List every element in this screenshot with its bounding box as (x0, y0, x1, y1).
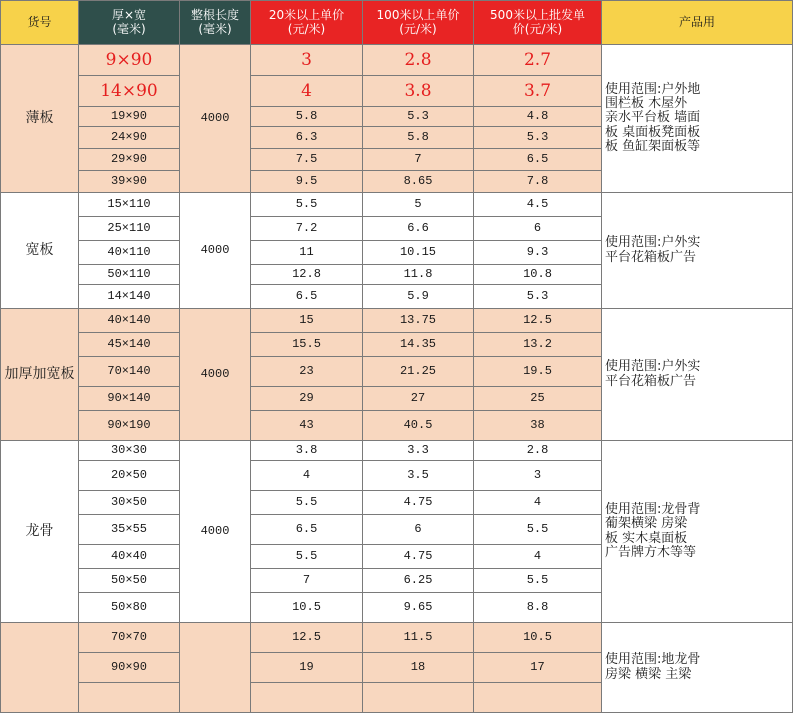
price-20-cell: 5.5 (251, 545, 363, 569)
price-100-cell: 13.75 (363, 309, 474, 333)
usage-line: 板 鱼缸架面板等 (605, 138, 701, 154)
category-cell: 加厚加宽板 (1, 309, 79, 441)
size-cell: 90×190 (79, 411, 180, 441)
size-cell: 70×140 (79, 357, 180, 387)
price-20-cell: 19 (251, 653, 363, 683)
size-cell (79, 683, 180, 713)
price-500-cell: 6.5 (474, 149, 602, 171)
price-100-cell: 10.15 (363, 241, 474, 265)
header-usage-text: 产品用 (678, 14, 715, 29)
size-cell: 90×140 (79, 387, 180, 411)
price-100-cell: 5.3 (363, 107, 474, 127)
price-100-cell: 27 (363, 387, 474, 411)
header-price-100 (363, 1, 474, 45)
usage-line: 使用范围:龙骨背 (605, 501, 701, 517)
price-500-cell: 4 (474, 545, 602, 569)
usage-cell (602, 193, 793, 309)
size-cell: 9×90 (79, 45, 180, 76)
length-cell (180, 623, 251, 713)
price-100-cell: 6.25 (363, 569, 474, 593)
usage-line: 使用范围:户外实 (605, 235, 701, 251)
price-100-cell: 3.5 (363, 461, 474, 491)
price-500-cell: 4.8 (474, 107, 602, 127)
price-100-cell: 9.65 (363, 593, 474, 623)
price-20-cell: 5.5 (251, 193, 363, 217)
size-cell: 30×30 (79, 441, 180, 461)
price-100-cell: 11.8 (363, 265, 474, 285)
usage-line: 使用范围:户外地 (605, 81, 701, 97)
table-row (1, 45, 793, 76)
size-cell: 50×110 (79, 265, 180, 285)
price-500-cell: 10.8 (474, 265, 602, 285)
price-20-cell: 9.5 (251, 171, 363, 193)
price-100-cell: 4.75 (363, 545, 474, 569)
header-code-text: 货号 (27, 14, 52, 29)
price-100-cell: 14.35 (363, 333, 474, 357)
price-500-cell: 12.5 (474, 309, 602, 333)
price-500-cell: 2.7 (474, 45, 602, 76)
price-500-cell: 5.5 (474, 515, 602, 545)
price-500-cell: 4 (474, 491, 602, 515)
usage-line: 围栏板 木屋外 (605, 96, 688, 112)
size-cell: 70×70 (79, 623, 180, 653)
category-cell (1, 623, 79, 713)
usage-line: 使用范围:地龙骨 (605, 652, 701, 668)
price-20-cell: 12.8 (251, 265, 363, 285)
category-cell: 宽板 (1, 193, 79, 309)
price-100-cell: 21.25 (363, 357, 474, 387)
price-20-cell: 15 (251, 309, 363, 333)
price-20-cell: 10.5 (251, 593, 363, 623)
size-cell: 29×90 (79, 149, 180, 171)
usage-line: 使用范围:户外实 (605, 359, 701, 375)
price-20-cell: 7.2 (251, 217, 363, 241)
size-cell: 45×140 (79, 333, 180, 357)
price-table-body (1, 45, 793, 713)
price-500-cell: 2.8 (474, 441, 602, 461)
size-cell: 40×110 (79, 241, 180, 265)
header-price-500 (474, 1, 602, 45)
price-100-cell: 5 (363, 193, 474, 217)
header-length (180, 1, 251, 45)
price-100-cell: 6 (363, 515, 474, 545)
header-price-20-text: 20米以上单价 (元/米) (268, 8, 345, 36)
header-price-500-text: 500米以上批发单 价(元/米) (490, 8, 585, 36)
price-20-cell: 6.3 (251, 127, 363, 149)
size-cell: 15×110 (79, 193, 180, 217)
price-500-cell: 38 (474, 411, 602, 441)
usage-cell (602, 309, 793, 441)
price-20-cell: 5.8 (251, 107, 363, 127)
header-size (79, 1, 180, 45)
size-cell: 20×50 (79, 461, 180, 491)
category-cell: 薄板 (1, 45, 79, 193)
size-cell: 19×90 (79, 107, 180, 127)
price-100-cell: 6.6 (363, 217, 474, 241)
price-100-cell: 8.65 (363, 171, 474, 193)
price-100-cell: 3.3 (363, 441, 474, 461)
price-20-cell: 29 (251, 387, 363, 411)
size-cell: 14×140 (79, 285, 180, 309)
price-100-cell: 5.9 (363, 285, 474, 309)
price-500-cell: 19.5 (474, 357, 602, 387)
length-cell: 4000 (180, 193, 251, 309)
price-20-cell: 5.5 (251, 491, 363, 515)
price-500-cell: 6 (474, 217, 602, 241)
usage-cell (602, 441, 793, 623)
table-row (1, 309, 793, 333)
price-500-cell: 5.3 (474, 285, 602, 309)
price-20-cell: 3.8 (251, 441, 363, 461)
header-length-text: 整根长度 (毫米) (190, 8, 239, 36)
price-500-cell (474, 683, 602, 713)
price-20-cell: 7.5 (251, 149, 363, 171)
price-500-cell: 5.3 (474, 127, 602, 149)
price-100-cell: 3.8 (363, 76, 474, 107)
usage-line: 平台花箱板广告 (605, 249, 697, 265)
price-20-cell: 3 (251, 45, 363, 76)
size-cell: 35×55 (79, 515, 180, 545)
size-cell: 39×90 (79, 171, 180, 193)
header-usage (602, 1, 793, 45)
price-500-cell: 5.5 (474, 569, 602, 593)
size-cell: 90×90 (79, 653, 180, 683)
category-cell: 龙骨 (1, 441, 79, 623)
price-20-cell: 7 (251, 569, 363, 593)
usage-line: 亲水平台板 墙面 (605, 110, 701, 126)
price-100-cell: 7 (363, 149, 474, 171)
price-100-cell: 4.75 (363, 491, 474, 515)
header-price-20 (251, 1, 363, 45)
price-500-cell: 3.7 (474, 76, 602, 107)
price-20-cell: 43 (251, 411, 363, 441)
price-20-cell: 11 (251, 241, 363, 265)
price-20-cell: 23 (251, 357, 363, 387)
size-cell: 40×140 (79, 309, 180, 333)
size-cell: 14×90 (79, 76, 180, 107)
usage-line: 葡架横梁 房梁 (605, 516, 688, 532)
price-20-cell: 4 (251, 76, 363, 107)
table-row (1, 623, 793, 653)
price-100-cell: 5.8 (363, 127, 474, 149)
header-size-text: 厚×宽 (毫米) (111, 8, 147, 36)
usage-line: 广告牌方木等等 (605, 544, 697, 560)
usage-cell (602, 623, 793, 713)
price-500-cell: 3 (474, 461, 602, 491)
price-500-cell: 8.8 (474, 593, 602, 623)
price-100-cell: 18 (363, 653, 474, 683)
header-price-100-text: 100米以上单价 (元/米) (376, 8, 460, 36)
price-500-cell: 10.5 (474, 623, 602, 653)
price-20-cell: 6.5 (251, 515, 363, 545)
price-20-cell: 15.5 (251, 333, 363, 357)
price-100-cell: 40.5 (363, 411, 474, 441)
table-row (1, 441, 793, 461)
table-row (1, 193, 793, 217)
length-cell: 4000 (180, 441, 251, 623)
price-500-cell: 13.2 (474, 333, 602, 357)
length-cell: 4000 (180, 309, 251, 441)
size-cell: 50×50 (79, 569, 180, 593)
price-100-cell: 2.8 (363, 45, 474, 76)
size-cell: 24×90 (79, 127, 180, 149)
price-500-cell: 9.3 (474, 241, 602, 265)
price-500-cell: 25 (474, 387, 602, 411)
usage-line: 板 实木桌面板 (605, 530, 688, 546)
size-cell: 50×80 (79, 593, 180, 623)
price-100-cell (363, 683, 474, 713)
price-500-cell: 17 (474, 653, 602, 683)
price-20-cell (251, 683, 363, 713)
price-500-cell: 7.8 (474, 171, 602, 193)
length-cell: 4000 (180, 45, 251, 193)
price-20-cell: 12.5 (251, 623, 363, 653)
usage-cell (602, 45, 793, 193)
price-100-cell: 11.5 (363, 623, 474, 653)
usage-line: 板 桌面板凳面板 (605, 124, 701, 140)
price-20-cell: 6.5 (251, 285, 363, 309)
header-code (1, 1, 79, 45)
price-500-cell: 4.5 (474, 193, 602, 217)
size-cell: 40×40 (79, 545, 180, 569)
usage-line: 房梁 横梁 主梁 (605, 666, 692, 682)
price-20-cell: 4 (251, 461, 363, 491)
size-cell: 30×50 (79, 491, 180, 515)
size-cell: 25×110 (79, 217, 180, 241)
usage-line: 平台花箱板广告 (605, 373, 697, 389)
